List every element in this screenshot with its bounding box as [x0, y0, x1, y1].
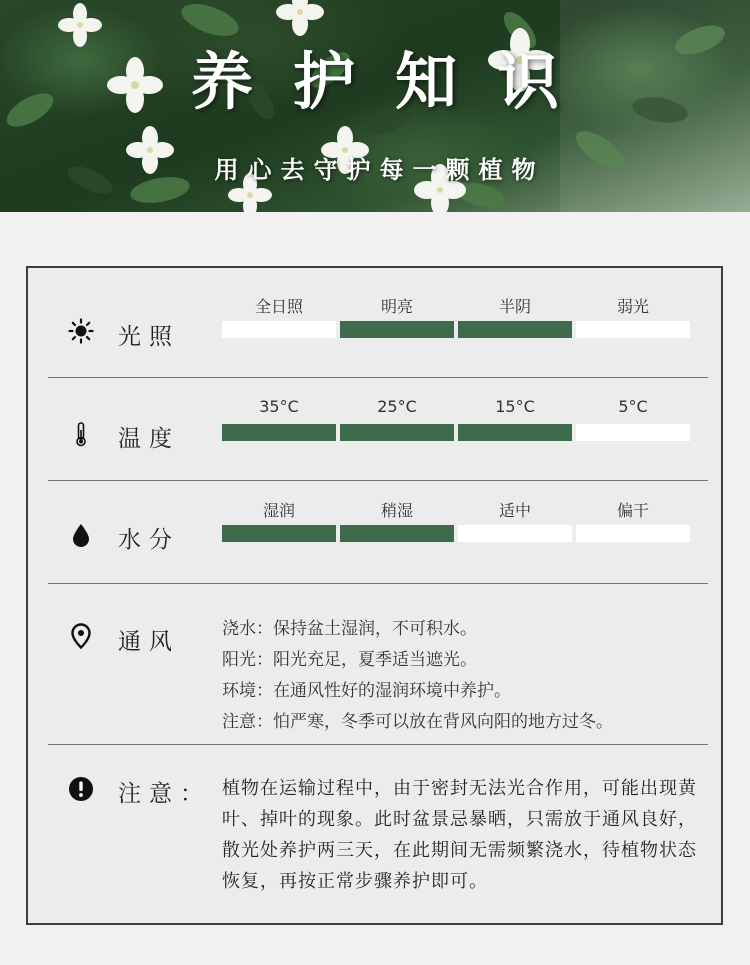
temperature-bars [222, 424, 690, 441]
sun-icon [68, 318, 94, 344]
light-bars [222, 321, 690, 338]
water-label: 水分 [118, 527, 180, 553]
light-level-label: 半阴 [498, 297, 531, 316]
light-scale [222, 294, 690, 316]
page-subtitle: 用心去守护每一颗植物 [214, 155, 545, 184]
temperature-scale [222, 397, 690, 419]
ventilation-label: 通风 [118, 629, 180, 655]
care-tips-list [222, 614, 702, 738]
section-divider [48, 583, 708, 584]
temperature-level-label: 25°C [377, 397, 417, 416]
light-level-bar [340, 321, 454, 338]
notice-text: 植物在运输过程中，由于密封无法光合作用，可能出现黄叶、掉叶的现象。此时盆景忌暴晒，只需放于通风良好，散光处养护两三天，在此期间无需频繁浇水，待植物状态恢复，再按正常步骤养护即可。 [222, 778, 697, 892]
light-level-label: 弱光 [616, 297, 649, 316]
water-level-bar [576, 525, 690, 542]
notice-label: 注意： [118, 781, 211, 807]
care-tip: 注意：怕严寒，冬季可以放在背风向阳的地方过冬。 [222, 712, 613, 732]
section-divider [48, 480, 708, 481]
care-tip: 环境：在通风性好的湿润环境中养护。 [222, 681, 511, 701]
temperature-level-label: 5°C [618, 397, 648, 416]
temperature-level-bar [576, 424, 690, 441]
light-level-bar [458, 321, 572, 338]
light-level-label: 明亮 [380, 297, 413, 316]
section-divider [48, 377, 708, 378]
thermometer-icon [68, 421, 94, 447]
water-level-label: 稍湿 [380, 501, 413, 520]
care-info-card [26, 266, 723, 925]
water-level-label: 湿润 [262, 501, 295, 520]
light-label: 光照 [118, 324, 180, 350]
care-tip: 阳光：阳光充足，夏季适当遮光。 [222, 650, 477, 670]
temperature-level-label: 35°C [259, 397, 299, 416]
temperature-level-bar [222, 424, 336, 441]
page-title: 养护知识 [190, 45, 599, 118]
water-level-bar [458, 525, 572, 542]
care-tip: 浇水：保持盆土湿润，不可积水。 [222, 619, 477, 639]
light-level-bar [576, 321, 690, 338]
water-level-label: 偏干 [616, 501, 649, 520]
exclamation-icon [68, 776, 94, 802]
location-pin-icon [68, 623, 94, 649]
water-level-bar [222, 525, 336, 542]
water-level-label: 适中 [498, 501, 531, 520]
temperature-level-bar [458, 424, 572, 441]
light-level-label: 全日照 [254, 297, 303, 316]
temperature-level-bar [340, 424, 454, 441]
water-level-bar [340, 525, 454, 542]
hero-banner [0, 0, 750, 212]
light-level-bar [222, 321, 336, 338]
water-drop-icon [68, 522, 94, 548]
water-scale [222, 498, 690, 520]
temperature-label: 温度 [118, 426, 180, 452]
section-divider [48, 744, 708, 745]
temperature-level-label: 15°C [495, 397, 535, 416]
water-bars [222, 525, 690, 542]
